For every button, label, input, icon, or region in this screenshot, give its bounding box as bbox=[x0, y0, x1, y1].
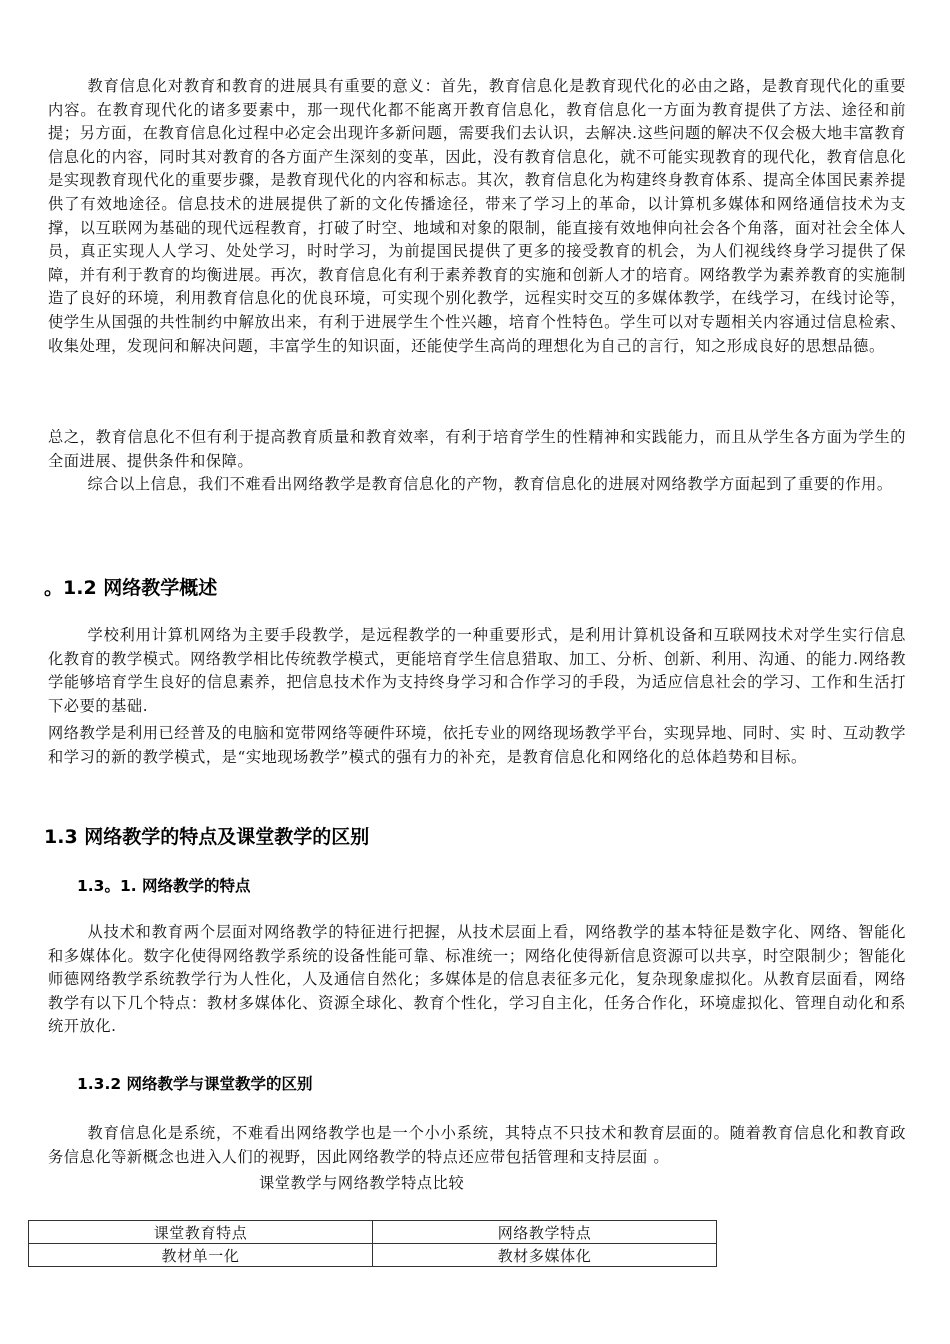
section-1-2-heading: 。1.2 网络教学概述 bbox=[44, 577, 218, 599]
table-cell: 教材单一化 bbox=[29, 1244, 373, 1267]
section-1-2-paragraph-2: 网络教学是利用已经普及的电脑和宽带网络等硬件环境，依托专业的网络现场教学平台，实现异地、同时、实 时、互动教学和学习的新的教学模式，是“实地现场教学”模式的强有力的补充，是教育信息化和网络化的总体趋势和目标。 bbox=[48, 724, 906, 766]
section-1-3-heading: 1.3 网络教学的特点及课堂教学的区别 bbox=[44, 826, 370, 848]
intro-paragraph-3: 综合以上信息，我们不难看出网络教学是教育信息化的产物，教育信息化的进展对网络教学方面起到了重要的作用。 bbox=[87, 475, 893, 493]
table-header-row bbox=[29, 1221, 717, 1244]
table-caption: 课堂教学与网络教学特点比较 bbox=[259, 1174, 465, 1192]
section-1-2-paragraph-1: 学校利用计算机网络为主要手段教学，是远程教学的一种重要形式，是利用计算机设备和互联网技术对学生实行信息化教育的教学模式。网络教学相比传统教学模式，更能培育学生信息猎取、加工、分析、创新、利用、沟通、的能力.网络教学能够培育学生良好的信息素养，把信息技术作为支持终身学习和合作学习的手段，为适应信息社会的学习、工作和生活打下必要的基础. bbox=[48, 626, 906, 715]
comparison-table bbox=[28, 1220, 717, 1267]
intro-paragraph-1: 教育信息化对教育和教育的进展具有重要的意义：首先，教育信息化是教育现代化的必由之路，是教育现代化的重要内容。在教育现代化的诸多要素中，那一现代化都不能离开教育信息化，教育信息化一方面为教育提供了方法、途径和前提；另方面，在教育信息化过程中必定会出现许多新问题，需要我们去认识，去解决.这些问题的解决不仅会极大地丰富教育信息化的内容，同时其对教育的各方面产生深刻的变革，因此，没有教育信息化，就不可能实现教育的现代化，教育信息化是实现教育现代化的重要步骤，是教育现代化的内容和标志。其次，教育信息化为构建终身教育体系、提高全体国民素养提供了有效地途径。信息技术的进展提供了新的文化传播途径，带来了学习上的革命，以计算机多媒体和网络通信技术为支撑，以互联网为基础的现代远程教育，打破了时空、地域和对象的限制，能直接有效地伸向社会各个角落，面对社会全体人员，真正实现人人学习、处处学习，时时学习，为前提国民提供了更多的接受教育的机会，为人们视线终身学习提供了保障，并有利于教育的均衡进展。再次，教育信息化有利于素养教育的实施和创新人才的培育。网络教学为素养教育的实施制造了良好的环境，利用教育信息化的优良环境，可实现个别化教学，远程实时交互的多媒体教学，在线学习，在线讨论等，使学生从国强的共性制约中解放出来，有利于进展学生个性兴趣，培育个性特色。学生可以对专题相关内容通过信息检索、收集处理，发现问和解决问题，丰富学生的知识面，还能使学生高尚的理想化为自己的言行，知之形成良好的思想品德。 bbox=[48, 77, 906, 355]
intro-paragraph-2: 总之，教育信息化不但有利于提高教育质量和教育效率，有利于培育学生的性精神和实践能力，而且从学生各方面为学生的全面进展、提供条件和保障。 bbox=[48, 428, 906, 470]
table-cell: 教材多媒体化 bbox=[373, 1244, 717, 1267]
section-1-3-2-heading: 1.3.2 网络教学与课堂教学的区别 bbox=[77, 1075, 313, 1093]
section-1-3-2-paragraph: 教育信息化是系统，不难看出网络教学也是一个小小系统，其特点不只技术和教育层面的。随着教育信息化和教育政务信息化等新概念也进入人们的视野，因此网络教学的特点还应带包括管理和支持层面 。 bbox=[48, 1124, 906, 1166]
table-row bbox=[29, 1244, 717, 1267]
section-1-3-1-paragraph: 从技术和教育两个层面对网络教学的特征进行把握，从技术层面上看，网络教学的基本特征是数字化、网络、智能化和多媒体化。数字化使得网络教学系统的设备性能可靠、标准统一；网络化使得新信息资源可以共享，时空限制少；智能化师德网络教学系统教学行为人性化，人及通信自然化；多媒体是的信息表征多元化，复杂现象虚拟化。从教育层面看，网络教学有以下几个特点：教材多媒体化、资源全球化、教育个性化，学习自主化，任务合作化，环境虚拟化、管理自动化和系统开放化. bbox=[48, 923, 906, 1036]
section-1-3-1-heading: 1.3。1. 网络教学的特点 bbox=[77, 877, 251, 895]
table-header-cell: 课堂教育特点 bbox=[29, 1221, 373, 1244]
table-header-cell: 网络教学特点 bbox=[373, 1221, 717, 1244]
